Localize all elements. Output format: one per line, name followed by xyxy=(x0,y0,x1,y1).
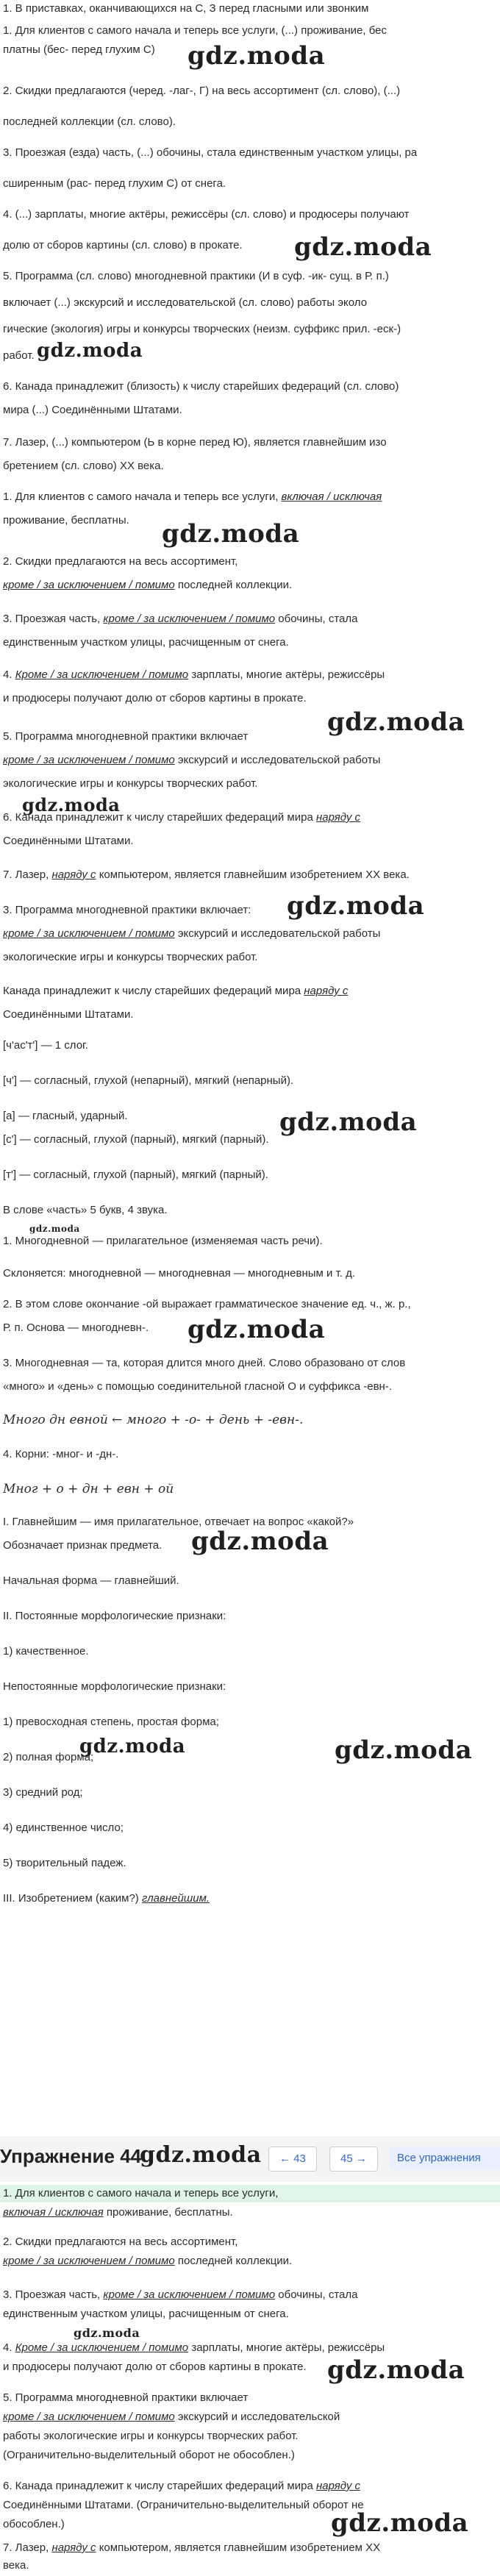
next-exercise-button[interactable]: 45 → xyxy=(329,2147,378,2172)
text-line: 5. Программа многодневной практики включает xyxy=(3,730,249,743)
text-line xyxy=(0,666,500,684)
watermark: gdz.moda xyxy=(331,2508,469,2538)
watermark-small: gdz.moda xyxy=(74,2326,140,2340)
text-line: единственным участком улицы, расчищенным от снега. xyxy=(3,2308,289,2320)
text-line: бретением (сл. слово) XX века. xyxy=(3,460,164,472)
options-text: включая / исключая xyxy=(3,2206,104,2219)
text-line: [т'] — согласный, глухой (парный), мягкий (парный). xyxy=(3,1169,268,1181)
text-line xyxy=(0,2539,500,2557)
text-fragment: 7. Лазер, xyxy=(3,868,49,881)
text-fragment: III. Изобретением (каким?) xyxy=(3,1892,139,1905)
text-fragment: проживание, бесплатны. xyxy=(106,2206,233,2219)
watermark: gdz.moda xyxy=(188,1315,326,1344)
watermark: gdz.moda xyxy=(37,340,143,362)
text-fragment: зарплаты, многие актёры, режиссёры xyxy=(191,668,385,681)
text-line xyxy=(0,2204,500,2222)
text-fragment: последней коллекции. xyxy=(177,2255,293,2267)
text-line: [с'] — согласный, глухой (парный), мягкий (парный). xyxy=(3,1133,269,1146)
text-fragment: 6. Канада принадлежит к числу старейших федераций мира xyxy=(3,811,313,824)
watermark: gdz.moda xyxy=(79,1735,186,1758)
text-fragment: 4. xyxy=(3,2341,12,2354)
exercise-title: Упражнение 44 xyxy=(0,2145,142,2167)
text-line: обособлен.) xyxy=(3,2518,65,2530)
text-line: 3. Программа многодневной практики включает: xyxy=(3,904,251,916)
text-line: экологические игры и конкурсы творческих работ. xyxy=(3,777,258,790)
options-text: кроме / за исключением / помимо xyxy=(103,2288,276,2301)
exercise-navbar xyxy=(0,2136,500,2183)
text-line: «много» и «день» с помощью соединительной гласной О и суффикса -евн-. xyxy=(3,1380,393,1393)
text-line: века. xyxy=(3,2559,29,2572)
text-line: работы экологические игры и конкурсы творческих работ. xyxy=(3,2430,299,2442)
text-line xyxy=(0,2477,500,2495)
text-line: 2. В этом слове окончание -ой выражает грамматическое значение ед. ч., ж. р., xyxy=(3,1298,411,1310)
text-line xyxy=(0,2185,500,2202)
options-text: наряду с xyxy=(315,811,361,824)
watermark: gdz.moda xyxy=(294,232,432,262)
text-line: Соединёнными Штатами. xyxy=(3,835,134,847)
text-fragment: экскурсий и исследовательской работы xyxy=(177,754,381,766)
watermark: gdz.moda xyxy=(140,2142,262,2168)
options-text: включая / исключая xyxy=(281,490,382,503)
text-line: 3. Многодневная — та, которая длится много дней. Слово образовано от слов xyxy=(3,1357,406,1369)
watermark: gdz.moda xyxy=(287,891,425,921)
watermark: gdz.moda xyxy=(162,519,300,549)
options-text: Кроме / за исключением / помимо xyxy=(15,668,189,681)
text-line: II. Постоянные морфологические признаки: xyxy=(3,1610,226,1622)
text-fragment: зарплаты, многие актёры, режиссёры xyxy=(191,2341,385,2354)
text-fragment: Канада принадлежит к числу старейших федераций мира xyxy=(3,985,301,997)
options-text: Кроме / за исключением / помимо xyxy=(15,2341,189,2354)
text-line: 1) качественное. xyxy=(3,1645,89,1658)
options-text: наряду с xyxy=(51,868,96,881)
text-line: платны (бес- перед глухим С) xyxy=(3,43,155,56)
text-fragment: 3. Проезжая часть, xyxy=(3,2288,101,2301)
text-line: 4. Корни: -мног- и -дн-. xyxy=(3,1448,119,1460)
word-formation-line: Много дн евной ← много + -о- + день + -евн-. xyxy=(3,1413,304,1427)
text-line xyxy=(0,982,500,1000)
text-line: и продюсеры получают долю от сборов картины в прокате. xyxy=(3,2361,307,2373)
text-line: и продюсеры получают долю от сборов картины в прокате. xyxy=(3,692,307,704)
text-line: 2. Скидки предлагаются (черед. -лаг-, Г) на весь ассортимент (сл. слово), (...) xyxy=(3,85,401,97)
text-fragment: экскурсий и исследовательской работы xyxy=(177,927,381,940)
text-line: 5. Программа многодневной практики включает xyxy=(3,2391,249,2404)
underlined-word: главнейшим. xyxy=(141,1892,210,1905)
text-line: Соединёнными Штатами. xyxy=(3,1008,134,1021)
text-line xyxy=(0,809,500,827)
text-line: мира (...) Соединёнными Штатами. xyxy=(3,404,182,416)
morpheme-line: Мног + о + дн + евн + ой xyxy=(3,1482,174,1496)
text-line: экологические игры и конкурсы творческих работ. xyxy=(3,951,258,963)
text-line: 2) полная форма; xyxy=(3,1751,94,1763)
watermark: gdz.moda xyxy=(327,707,465,737)
text-line: 2. Скидки предлагаются на весь ассортимент, xyxy=(3,2236,238,2248)
text-line: единственным участком улицы, расчищенным от снега. xyxy=(3,636,289,649)
text-fragment: последней коллекции. xyxy=(177,579,293,591)
text-fragment: компьютером, является главнейшим изобретением XX века. xyxy=(99,868,410,881)
text-fragment: 1. Для клиентов с самого начала и теперь все услуги, xyxy=(3,490,279,503)
text-line xyxy=(0,2252,500,2270)
text-line: 4. (...) зарплаты, многие актёры, режиссёры (сл. слово) и продюсеры получают xyxy=(3,208,410,221)
text-line xyxy=(0,2286,500,2304)
text-fragment: обочины, стала xyxy=(278,2288,358,2301)
text-line: работ. xyxy=(3,349,35,362)
text-line: [а] — гласный, ударный. xyxy=(3,1110,128,1122)
text-line: Склоняется: многодневной — многодневная — многодневным и т. д. xyxy=(3,1267,356,1280)
options-text: наряду с xyxy=(51,2541,96,2554)
options-text: кроме / за исключением / помимо xyxy=(3,2255,175,2267)
text-line: Начальная форма — главнейший. xyxy=(3,1574,179,1587)
text-line: 1) превосходная степень, простая форма; xyxy=(3,1716,219,1728)
watermark: gdz.moda xyxy=(335,1735,473,1765)
text-line xyxy=(0,925,500,943)
text-line: включает (...) экскурсий и исследовательской (сл. слово) работы эколо xyxy=(3,296,368,309)
options-text: наряду с xyxy=(315,2480,361,2492)
text-fragment: обочины, стала xyxy=(278,613,358,625)
text-fragment: 1. Для клиентов с самого начала и теперь все услуги, xyxy=(3,2187,279,2199)
options-text: наряду с xyxy=(304,985,349,997)
text-fragment: 3. Проезжая часть, xyxy=(3,613,101,625)
text-line: гические (экология) игры и конкурсы творческих (неизм. суффикс прил. -еск-) xyxy=(3,323,401,335)
text-fragment: экскурсий и исследовательской xyxy=(177,2411,340,2423)
text-line xyxy=(0,610,500,628)
watermark: gdz.moda xyxy=(191,1527,329,1556)
text-line: I. Главнейшим — имя прилагательное, отвечает на вопрос «какой?» xyxy=(3,1516,354,1528)
text-line: 3. Проезжая (езда) часть, (...) обочины, стала единственным участком улицы, ра xyxy=(3,146,418,159)
text-line xyxy=(0,752,500,769)
text-line xyxy=(0,866,500,884)
text-line xyxy=(0,2339,500,2357)
text-line xyxy=(0,1890,500,1908)
options-text: кроме / за исключением / помимо xyxy=(103,613,276,625)
watermark-small: gdz.moda xyxy=(29,1224,80,1234)
text-line: 1. Для клиентов с самого начала и теперь все услуги, (...) проживание, бес xyxy=(3,24,387,37)
text-line: [ч'ас'т'] — 1 слог. xyxy=(3,1039,88,1052)
text-line: [ч'] — согласный, глухой (непарный), мягкий (непарный). xyxy=(3,1074,294,1087)
text-fragment: 7. Лазер, xyxy=(3,2541,49,2554)
all-exercises-button[interactable]: Все упражнения xyxy=(390,2147,500,2170)
text-line: 1. В приставках, оканчивающихся на С, З перед гласными или звонким xyxy=(3,2,369,15)
text-line xyxy=(0,577,500,594)
text-fragment: 4. xyxy=(3,668,12,681)
text-line: 5. Программа (сл. слово) многодневной практики (И в суф. -ик- сущ. в Р. п.) xyxy=(3,270,389,282)
text-line: Обозначает признак предмета. xyxy=(3,1539,162,1552)
watermark: gdz.moda xyxy=(188,41,326,71)
text-line: проживание, бесплатны. xyxy=(3,514,129,527)
text-line: (Ограничительно-выделительный оборот не обособлен.) xyxy=(3,2449,295,2461)
text-fragment: 6. Канада принадлежит к числу старейших федераций мира xyxy=(3,2480,313,2492)
text-line: 3) средний род; xyxy=(3,1786,83,1799)
options-text: кроме / за исключением / помимо xyxy=(3,754,175,766)
text-line: 2. Скидки предлагаются на весь ассортимент, xyxy=(3,555,238,568)
text-line: 4) единственное число; xyxy=(3,1822,124,1834)
watermark: gdz.moda xyxy=(22,794,121,816)
text-line: Непостоянные морфологические признаки: xyxy=(3,1680,226,1693)
text-line: В слове «часть» 5 букв, 4 звука. xyxy=(3,1204,168,1216)
text-fragment: компьютером, является главнейшим изобретением XX xyxy=(99,2541,381,2554)
text-line: последней коллекции (сл. слово). xyxy=(3,115,176,128)
text-line: 7. Лазер, (...) компьютером (Ь в корне перед Ю), является главнейшим изо xyxy=(3,436,387,449)
prev-exercise-button[interactable]: ← 43 xyxy=(268,2147,317,2172)
options-text: кроме / за исключением / помимо xyxy=(3,579,175,591)
watermark: gdz.moda xyxy=(279,1107,418,1137)
text-line: 1. Многодневной — прилагательное (изменяемая часть речи). xyxy=(3,1235,323,1247)
text-line: 5) творительный падеж. xyxy=(3,1857,126,1869)
answers-section xyxy=(0,2182,500,2576)
text-line xyxy=(0,488,500,506)
text-line xyxy=(0,2408,500,2426)
options-text: кроме / за исключением / помимо xyxy=(3,2411,175,2423)
text-line: Соединёнными Штатами. (Ограничительно-выделительный оборот не xyxy=(3,2499,364,2511)
options-text: кроме / за исключением / помимо xyxy=(3,927,175,940)
text-line: 6. Канада принадлежит (близость) к числу старейших федераций (сл. слово) xyxy=(3,380,399,393)
text-line: долю от сборов картины (сл. слово) в прокате. xyxy=(3,239,243,251)
text-line: Р. п. Основа — многодневн-. xyxy=(3,1321,149,1334)
watermark: gdz.moda xyxy=(327,2355,465,2385)
text-line: сширенным (рас- перед глухим С) от снега. xyxy=(3,177,226,190)
